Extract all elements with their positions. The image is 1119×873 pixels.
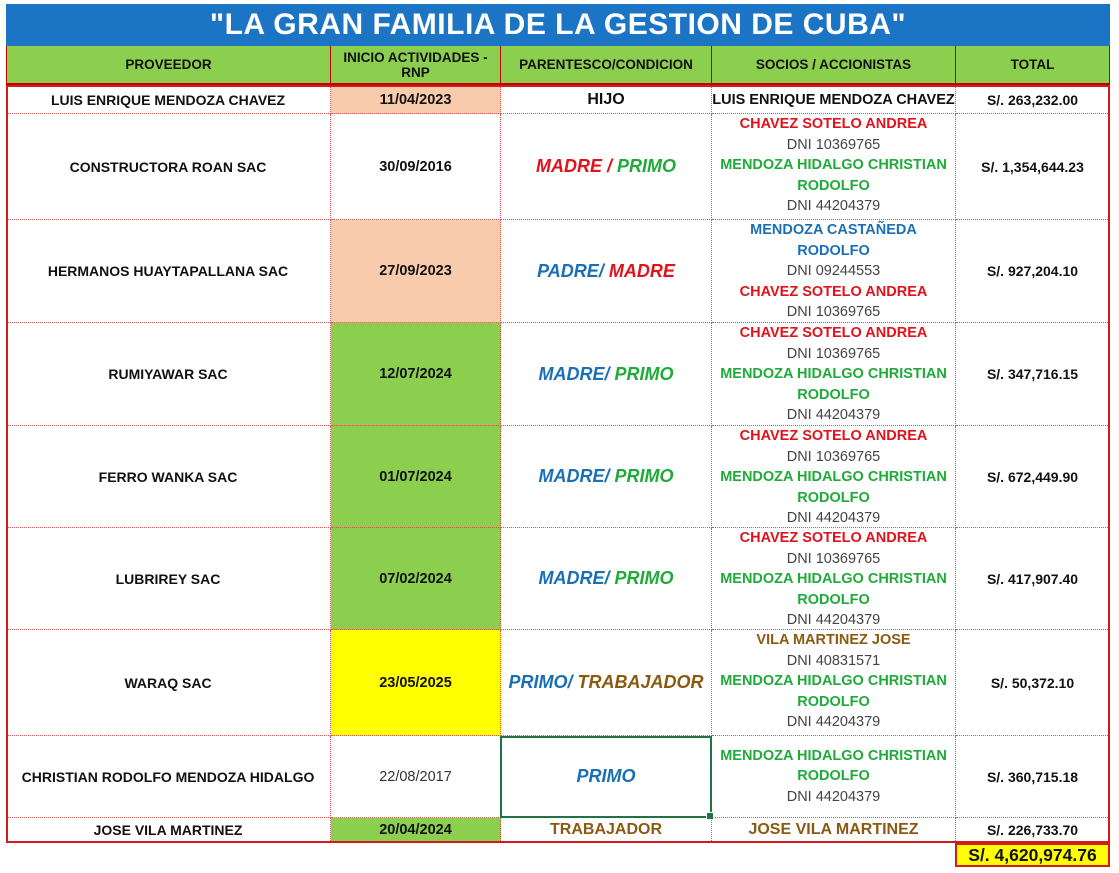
socio-name: MENDOZA HIDALGO CHRISTIAN xyxy=(720,469,947,485)
parentesco-secondary: PRIMO xyxy=(617,156,677,176)
cell-proveedor[interactable]: FERRO WANKA SAC xyxy=(6,426,331,528)
cell-parentesco[interactable] xyxy=(501,323,712,426)
socio-name-cont: RODOLFO xyxy=(797,386,870,403)
cell-parentesco[interactable] xyxy=(501,220,712,323)
cell-proveedor[interactable]: RUMIYAWAR SAC xyxy=(6,323,331,426)
cell-socios[interactable] xyxy=(712,114,956,220)
parentesco-separator: / xyxy=(598,260,609,281)
header-parentesco: PARENTESCO/CONDICION xyxy=(501,46,712,85)
parentesco-primary: PRIMO xyxy=(508,672,568,692)
socio-name-cont: RODOLFO xyxy=(797,177,870,194)
socio-dni: DNI 40831571 xyxy=(786,652,881,669)
header-inicio-actividades: INICIO ACTIVIDADES - RNP xyxy=(331,46,501,85)
cell-proveedor[interactable]: LUBRIREY SAC xyxy=(6,528,331,630)
parentesco-separator: / xyxy=(604,568,615,588)
parentesco-text xyxy=(538,568,673,589)
table-title: "LA GRAN FAMILIA DE LA GESTION DE CUBA" xyxy=(6,4,1110,46)
parentesco-text xyxy=(508,672,703,693)
header-socios: SOCIOS / ACCIONISTAS xyxy=(712,46,956,85)
socio-dni: DNI 44204379 xyxy=(786,714,881,730)
socio-name-cont: RODOLFO xyxy=(797,242,870,259)
cell-total[interactable]: S/. 927,204.10 xyxy=(956,220,1110,323)
cell-proveedor[interactable]: CHRISTIAN RODOLFO MENDOZA HIDALGO xyxy=(6,736,331,818)
parentesco-primary: MADRE xyxy=(538,568,605,588)
cell-inicio-actividades[interactable]: 30/09/2016 xyxy=(331,114,501,220)
socio-name-cont: RODOLFO xyxy=(797,591,870,608)
socio-dni: DNI 10369765 xyxy=(786,136,881,153)
cell-socios[interactable] xyxy=(712,736,956,818)
cell-inicio-actividades[interactable]: 27/09/2023 xyxy=(331,220,501,323)
cell-parentesco[interactable] xyxy=(501,818,712,843)
cell-total[interactable]: S/. 417,907.40 xyxy=(956,528,1110,630)
parentesco-separator: / xyxy=(604,363,615,384)
socio-name: JOSE VILA MARTINEZ xyxy=(748,820,919,838)
cell-proveedor[interactable]: CONSTRUCTORA ROAN SAC xyxy=(6,114,331,220)
socio-dni: DNI 44204379 xyxy=(786,198,881,214)
cell-total[interactable]: S/. 263,232.00 xyxy=(956,87,1110,114)
parentesco-secondary: PRIMO xyxy=(614,363,674,384)
cell-total[interactable]: S/. 347,716.15 xyxy=(956,323,1110,426)
parentesco-text xyxy=(550,821,662,839)
socio-dni: DNI 10369765 xyxy=(786,550,881,567)
socio-name: MENDOZA HIDALGO CHRISTIAN xyxy=(720,571,947,587)
cell-socios[interactable] xyxy=(712,220,956,323)
header-total: TOTAL xyxy=(956,46,1110,85)
socio-name: LUIS ENRIQUE MENDOZA CHAVEZ xyxy=(712,91,955,108)
cell-proveedor[interactable]: LUIS ENRIQUE MENDOZA CHAVEZ xyxy=(6,87,331,114)
grand-total[interactable]: S/. 4,620,974.76 xyxy=(955,843,1110,867)
parentesco-separator: / xyxy=(601,156,617,176)
cell-proveedor[interactable]: JOSE VILA MARTINEZ xyxy=(6,818,331,843)
socio-name: CHAVEZ SOTELO ANDREA xyxy=(739,116,928,132)
parentesco-primary: PADRE xyxy=(537,260,599,281)
socio-name: CHAVEZ SOTELO ANDREA xyxy=(739,530,928,546)
cell-socios[interactable] xyxy=(712,87,956,114)
parentesco-primary: MADRE xyxy=(538,466,605,486)
cell-parentesco[interactable] xyxy=(501,426,712,528)
socio-name: CHAVEZ SOTELO ANDREA xyxy=(739,325,928,341)
cell-inicio-actividades[interactable]: 20/04/2024 xyxy=(331,818,501,843)
cell-parentesco[interactable] xyxy=(501,528,712,630)
cell-total[interactable]: S/. 226,733.70 xyxy=(956,818,1110,843)
parentesco-secondary: MADRE xyxy=(608,260,675,281)
cell-parentesco[interactable] xyxy=(501,114,712,220)
cell-socios[interactable] xyxy=(712,818,956,843)
parentesco-text xyxy=(587,91,624,109)
socio-name-cont: RODOLFO xyxy=(797,489,870,506)
cell-proveedor[interactable]: WARAQ SAC xyxy=(6,630,331,736)
parentesco-primary: MADRE xyxy=(538,363,605,384)
parentesco-secondary: PRIMO xyxy=(614,568,674,588)
parentesco-secondary: TRABAJADOR xyxy=(577,672,704,692)
parentesco-text xyxy=(538,364,673,385)
cell-total[interactable]: S/. 360,715.18 xyxy=(956,736,1110,818)
socio-dni: DNI 44204379 xyxy=(786,612,881,628)
socio-dni: DNI 10369765 xyxy=(786,345,881,362)
socio-dni: DNI 44204379 xyxy=(786,510,881,526)
cell-total[interactable]: S/. 50,372.10 xyxy=(956,630,1110,736)
socio-name: MENDOZA HIDALGO CHRISTIAN xyxy=(720,157,947,173)
parentesco-primary: HIJO xyxy=(587,91,625,108)
socio-name-cont: RODOLFO xyxy=(797,768,870,785)
cell-inicio-actividades[interactable]: 23/05/2025 xyxy=(331,630,501,736)
cell-socios[interactable] xyxy=(712,630,956,736)
cell-inicio-actividades[interactable]: 22/08/2017 xyxy=(331,736,501,818)
socio-name: CHAVEZ SOTELO ANDREA xyxy=(739,428,928,444)
socio-name: CHAVEZ SOTELO ANDREA xyxy=(739,283,928,300)
cell-inicio-actividades[interactable]: 11/04/2023 xyxy=(331,87,501,114)
socio-dni: DNI 44204379 xyxy=(786,788,881,805)
parentesco-text xyxy=(536,156,676,177)
parentesco-text xyxy=(537,261,675,282)
socio-dni: DNI 10369765 xyxy=(786,448,881,465)
cell-proveedor[interactable]: HERMANOS HUAYTAPALLANA SAC xyxy=(6,220,331,323)
cell-inicio-actividades[interactable]: 12/07/2024 xyxy=(331,323,501,426)
cell-inicio-actividades[interactable]: 07/02/2024 xyxy=(331,528,501,630)
cell-parentesco[interactable] xyxy=(501,87,712,114)
cell-parentesco[interactable] xyxy=(501,630,712,736)
socio-name: MENDOZA HIDALGO CHRISTIAN xyxy=(720,747,947,764)
cell-socios[interactable] xyxy=(712,323,956,426)
cell-parentesco[interactable] xyxy=(501,736,712,818)
socio-dni: DNI 09244553 xyxy=(786,263,881,279)
socio-dni: DNI 10369765 xyxy=(786,304,881,320)
cell-socios[interactable] xyxy=(712,528,956,630)
header-proveedor: PROVEEDOR xyxy=(6,46,331,85)
cell-socios[interactable] xyxy=(712,426,956,528)
socio-name: MENDOZA CASTAÑEDA xyxy=(750,222,917,238)
cell-total[interactable]: S/. 672,449.90 xyxy=(956,426,1110,528)
cell-total[interactable]: S/. 1,354,644.23 xyxy=(956,114,1110,220)
cell-inicio-actividades[interactable]: 01/07/2024 xyxy=(331,426,501,528)
socio-dni: DNI 44204379 xyxy=(786,407,881,423)
parentesco-text xyxy=(538,466,673,487)
parentesco-primary: TRABAJADOR xyxy=(550,821,662,838)
parentesco-separator: / xyxy=(567,672,578,692)
socio-name-cont: RODOLFO xyxy=(797,693,870,710)
parentesco-separator: / xyxy=(604,466,615,486)
parentesco-secondary: PRIMO xyxy=(614,466,674,486)
parentesco-primary: PRIMO xyxy=(576,766,636,786)
socio-name: MENDOZA HIDALGO CHRISTIAN xyxy=(720,366,947,382)
parentesco-text xyxy=(576,766,635,787)
socio-name: MENDOZA HIDALGO CHRISTIAN xyxy=(720,673,947,689)
parentesco-primary: MADRE xyxy=(535,156,602,176)
socio-name: VILA MARTINEZ JOSE xyxy=(756,632,911,648)
